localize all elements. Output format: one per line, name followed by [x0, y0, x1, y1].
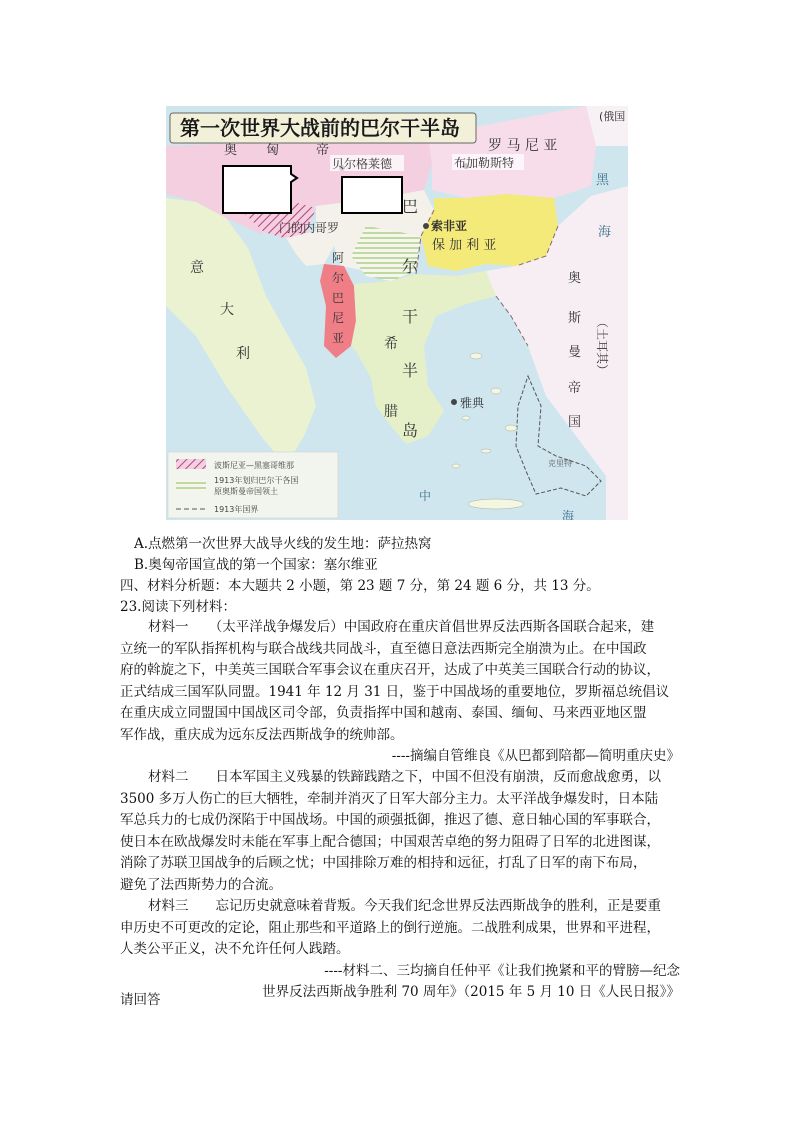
map-legend — [168, 452, 338, 518]
label-greece-1: 希 — [384, 336, 398, 352]
legend-item-3: 1913年国界 — [214, 505, 259, 514]
material-1-line: 材料一 （太平洋战争爆发后）中国政府在重庆首倡世界反法西斯各国联合起来，建 — [148, 619, 655, 635]
legend-swatch-1913 — [176, 480, 206, 490]
material-1-line: 正式结成三国军队同盟。1941 年 12 月 31 日，鉴于中国战场的重要地位，罗斯福总统倡议 — [120, 683, 670, 700]
material-2-line: 3500 多万人伤亡的巨大牺牲，牵制并消灭了日军大部分主力。太平洋战争爆发时，日本陆 — [120, 790, 659, 807]
label-belgrade: 贝尔格莱德 — [332, 157, 393, 171]
island — [462, 416, 470, 420]
label-albania-2: 尔 — [332, 271, 345, 285]
question-23: 23.阅读下列材料： — [120, 599, 236, 615]
label-black-sea-2: 海 — [598, 225, 612, 240]
label-balkan-4: 半 — [402, 361, 419, 380]
label-albania-1: 阿 — [332, 251, 345, 265]
island — [491, 388, 501, 394]
label-bucharest: 布加勒斯特 — [454, 156, 515, 170]
material-3-source-2: 世界反法西斯战争胜利 70 周年》（2015 年 5 月 10 日《人民日报》》 — [262, 984, 680, 1000]
label-balkan-1: 巴 — [402, 197, 419, 216]
label-ottoman-1: 奥 — [568, 271, 582, 286]
label-ottoman-3: 曼 — [568, 345, 582, 360]
label-ottoman-5: 国 — [568, 415, 582, 430]
material-3 — [120, 896, 680, 1004]
section-heading: 四、材料分析题：本大题共 2 小题，第 23 题 7 分，第 24 题 6 分，共 13 分。 — [120, 578, 600, 594]
label-austria-3: 帝 — [316, 143, 330, 158]
material-2-line: 材料二 日本军国主义残暴的铁蹄践踏之下，中国不但没有崩溃，反而愈战愈勇，以 — [148, 769, 661, 785]
option-b: B.奥匈帝国宣战的第一个国家：塞尔维亚 — [134, 557, 378, 573]
label-balkan-2: 尔 — [402, 257, 419, 276]
label-balkan-3: 干 — [402, 307, 419, 326]
material-3-source-1: ----材料二、三均摘自任仲平《让我们挽紧和平的臂膀—纪念 — [324, 962, 680, 979]
athens-dot — [451, 399, 457, 405]
crete-island — [468, 499, 524, 509]
material-2 — [120, 767, 680, 896]
balkan-map — [166, 106, 628, 520]
material-3-line: 人类公平正义，决不允许任何人践踏。 — [120, 941, 350, 957]
material-3-line: 申历史不可更改的定论，阻止那些和平道路上的倒行逆施。二战胜利成果，世界和平进程， — [120, 919, 660, 936]
legend-swatch-bosnia — [176, 459, 206, 469]
label-med-2: 海 — [562, 509, 575, 520]
label-bulgaria: 保 加 利 亚 — [432, 238, 497, 253]
island — [470, 353, 482, 359]
map-title: 第一次世界大战前的巴尔干半岛 — [180, 116, 460, 140]
legend-item-1: 波斯尼亚—黑塞哥维那 — [214, 461, 294, 470]
material-2-line: 避免了法西斯势力的合流。 — [120, 876, 282, 893]
material-2-line: 消除了苏联卫国战争的后顾之忧；中国排除万难的相持和远征，打乱了日军的南下布局， — [120, 855, 647, 871]
label-balkan-5: 岛 — [402, 421, 419, 440]
material-1-source: ----摘编自管维良《从巴都到陪都—简明重庆史》 — [391, 748, 680, 764]
material-1-line: 在重庆成立同盟国中国战区司令部，负责指挥中国和越南、泰国、缅甸、马来西亚地区盟 — [120, 705, 647, 721]
material-1 — [120, 617, 680, 768]
label-austria-1: 奥 — [224, 143, 238, 158]
label-med-1: 中 — [419, 489, 432, 503]
material-1-line: 府的斡旋之下，中美英三国联合军事会议在重庆召开，达成了中英美三国联合行动的协议， — [120, 662, 660, 678]
option-a: A.点燃第一次世界大战导火线的发生地：萨拉热窝 — [134, 536, 432, 552]
island — [505, 425, 517, 431]
label-greece-2: 腊 — [384, 404, 398, 420]
label-ottoman-4: 帝 — [568, 381, 582, 396]
material-1-line: 军作战，重庆成为远东反法西斯战争的统帅部。 — [120, 726, 404, 743]
island — [452, 464, 460, 468]
label-romania: 罗 马 尼 亚 — [488, 138, 558, 154]
legend-item-2b: 原奥斯曼帝国领土 — [214, 487, 278, 496]
label-italy-2: 大 — [220, 302, 234, 318]
material-3-line: 材料三 忘记历史就意味着背叛。今天我们纪念世界反法西斯战争的胜利，正是要重 — [148, 898, 661, 914]
label-italy-3: 利 — [236, 346, 250, 362]
label-russia: (俄国 — [599, 110, 626, 123]
label-austria-2: 匈 — [266, 143, 280, 158]
label-albania-4: 尼 — [332, 311, 345, 325]
label-albania-5: 亚 — [332, 331, 345, 345]
material-2-line: 军总兵力的七成仍深陷于中国战场。中国的顽强抵御，推迟了德、意日轴心国的军事联合， — [120, 812, 660, 828]
label-crete: 克里特 — [548, 459, 572, 468]
blank-answer-box-2 — [342, 177, 402, 213]
legend-item-2a: 1913年划归巴尔干各国 — [214, 476, 299, 485]
closing-prompt: 请回答 — [120, 992, 161, 1008]
label-ottoman-2: 斯 — [568, 311, 582, 326]
blank-answer-box-1 — [223, 166, 297, 213]
label-montenegro: 门的内哥罗 — [279, 221, 340, 235]
island — [481, 449, 491, 453]
material-2-line: 使日本在欧战爆发时未能在军事上配合德国；中国艰苦卓绝的努力阻碍了日军的北进图谋， — [120, 833, 660, 850]
sofia-dot — [423, 223, 429, 229]
label-albania-3: 巴 — [332, 291, 345, 305]
material-1-line: 立统一的军队指挥机构与联合战线共同战斗，直至德日意法西斯完全崩溃为止。在中国政 — [120, 640, 647, 657]
label-black-sea-1: 黑 — [596, 173, 610, 188]
label-italy-1: 意 — [190, 260, 204, 276]
label-turkey: （土耳其） — [595, 316, 609, 377]
label-athens: 雅典 — [460, 396, 485, 410]
label-sofia: 索非亚 — [431, 219, 468, 233]
